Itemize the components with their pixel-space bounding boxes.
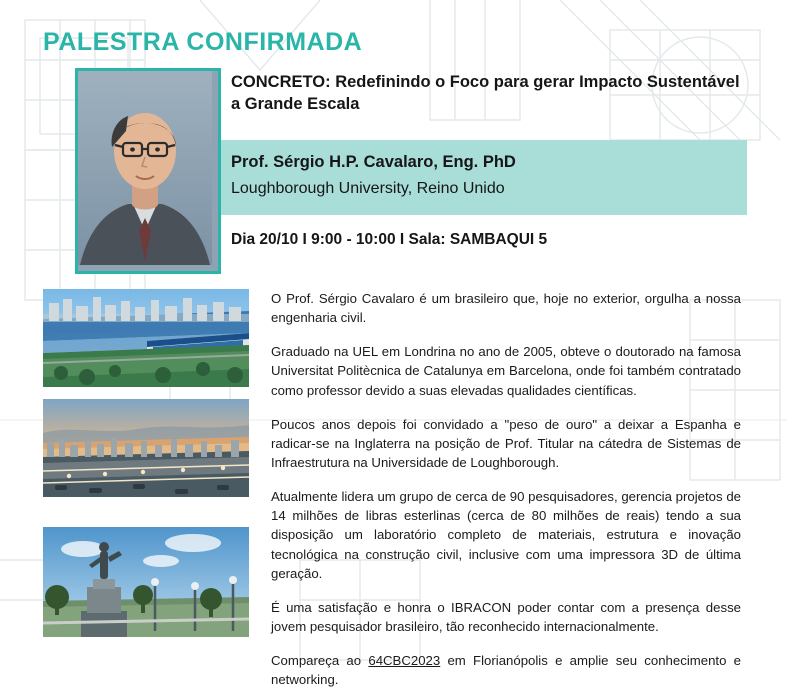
session-info: Dia 20/10 I 9:00 - 10:00 I Sala: SAMBAQUI 5: [231, 231, 548, 248]
paragraph: Graduado na UEL em Londrina no ano de 2005, obteve o doutorado na famosa Universitat Politècnica de Catalunya em Barcelona, onde foi também contratado como professor devido a suas elevadas qualidades científicas.: [271, 344, 741, 398]
paragraph-with-link: [271, 651, 741, 689]
event-link[interactable]: 64CBC2023: [368, 653, 441, 669]
page-headline: PALESTRA CONFIRMADA: [43, 28, 363, 56]
paragraph: Atualmente lidera um grupo de cerca de 90 pesquisadores, gerencia projetos de 14 milhões de libras esterlinas (cerca de 80 milhões de reais) tendo a sua disposição um laboratório completo de materiais, estrutura e inovação tecnológica na construção civil, inclusive com uma impressora 3D de última geração.: [271, 489, 741, 581]
speaker-name: Prof. Sérgio H.P. Cavalaro, Eng. PhD: [231, 153, 516, 171]
speaker-affiliation: Loughborough University, Reino Unido: [231, 180, 505, 197]
photo-convention-center: [43, 289, 249, 387]
paragraph: Poucos anos depois foi convidado a "peso de ouro" a deixar a Espanha e radicar-se na Inglaterra na posição de Prof. Titular na cátedra de Sistemas de Infraestrutura na Universidade de Loughborough.: [271, 416, 741, 470]
photo-monument-plaza: [43, 527, 249, 637]
text-before-link: Compareça ao: [271, 653, 369, 669]
body-text: [271, 289, 741, 689]
paragraph: É uma satisfação e honra o IBRACON poder contar com a presença desse jovem pesquisador brasileiro, tão reconhecido internacionalmente.: [271, 599, 741, 634]
talk-title: CONCRETO: Redefinindo o Foco para gerar Impacto Sustentável a Grande Escala: [231, 73, 740, 113]
photo-waterfront-sunset: [43, 399, 249, 497]
text-after-link: em Florianópolis e amplie seu conhecimento e networking.: [271, 653, 741, 688]
speaker-portrait: [75, 68, 221, 274]
paragraph: O Prof. Sérgio Cavalaro é um brasileiro que, hoje no exterior, orgulha a nossa engenharia civil.: [271, 291, 741, 326]
